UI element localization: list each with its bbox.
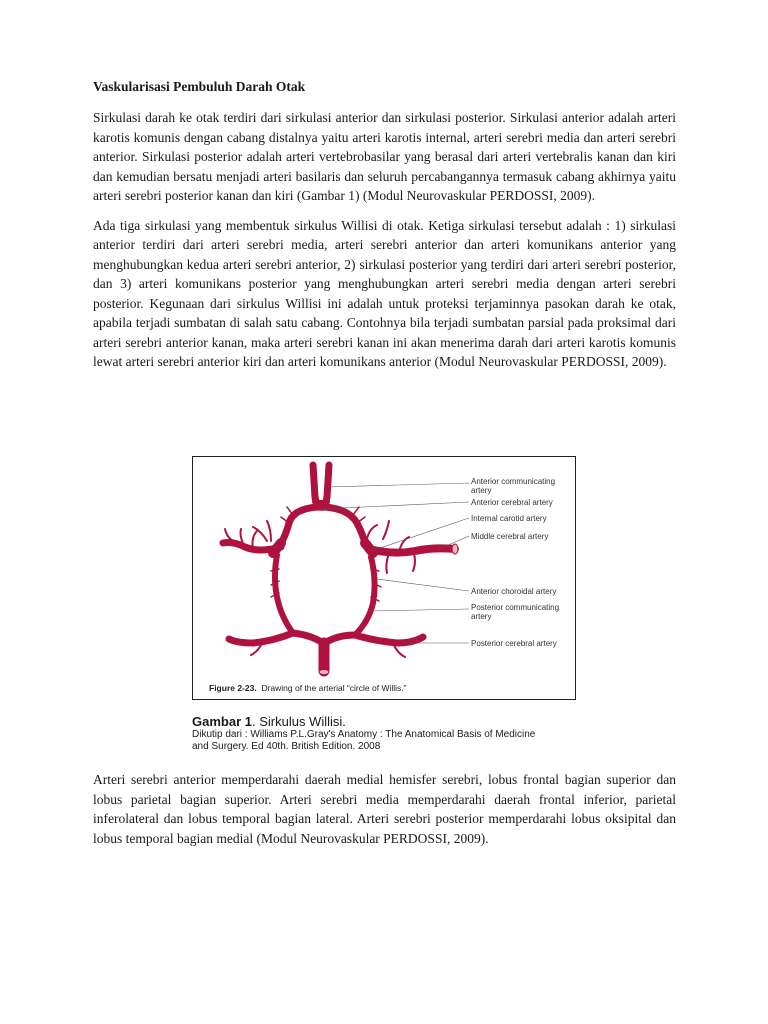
caption-number: Gambar 1 — [192, 714, 252, 729]
figure-inner-caption — [209, 683, 406, 693]
figure-number: Figure 2-23. — [209, 683, 257, 693]
document-body — [93, 78, 676, 382]
paragraph-3: Arteri serebri anterior memperdarahi daerah medial hemisfer serebri, lobus frontal bagian superior dan lobus parietal bagian superior. Arteri serebri media memperdarahi daerah frontal inferior, parietal inferolateral dan lobus temporal bagian lateral. Arteri serebri posterior memperdarahi lobus oksipital dan lobus temporal bagian medial (Modul Neurovaskular PERDOSSI, 2009). — [93, 772, 676, 846]
paragraph-1: Sirkulasi darah ke otak terdiri dari sirkulasi anterior dan sirkulasi posterior. Sirkulasi anterior adalah arteri karotis komunis dengan cabang distalnya yaitu arteri karotis internal, arteri serebri media dan arteri serebri anterior. Sirkulasi posterior adalah arteri vertebrobasilar yang berasal dari arteri vertebralis kanan dan kiri dan kemudian bersatu menjadi arteri basilaris dan seluruh percabangannya termasuk cabang akhirnya yaitu arteri serebri posterior kanan dan kiri (Gambar 1) (Modul Neurovaskular PERDOSSI, 2009). — [93, 110, 676, 203]
label-anterior-communicating-artery: artery — [471, 486, 492, 495]
document-title: Vaskularisasi Pembuluh Darah Otak — [93, 79, 306, 94]
label-anterior-cerebral: Anterior cerebral artery — [471, 498, 553, 507]
label-posterior-cerebral: Posterior cerebral artery — [471, 639, 557, 648]
paragraph-2: Ada tiga sirkulasi yang membentuk sirkulus Willisi di otak. Ketiga sirkulasi tersebut adalah : 1) sirkulasi anterior terdiri dari arteri serebri media, arteri serebri anterior dan arteri komunikans anterior yang menghubungkan kedua arteri serebri anterior, 2) sirkulasi posterior yang terdiri dari arteri serebri posterior, dan 3) arteri komunikans posterior yang menghubungkan arteri serebri media dengan arteri serebri posterior. Kegunaan dari sirkulus Willisi ini adalah untuk proteksi terjaminnya pasokan darah ke otak, apabila terjadi sumbatan di salah satu cabang. Contohnya bila terjadi sumbatan parsial pada proksimal dari arteri serebri anterior kanan, maka arteri serebri kanan ini akan menerima darah dari arteri karotis komunis lewat arteri serebri anterior kiri dan arteri komunikans anterior (Modul Neurovaskular PERDOSSI, 2009). — [93, 217, 676, 369]
circle-of-willis-illustration — [193, 457, 575, 699]
label-posterior-communicating: Posterior communicating — [471, 603, 560, 612]
caption-source-1: Dikutip dari : Williams P.L.Gray's Anatomy : The Anatomical Basis of Medicine — [192, 729, 536, 740]
document-body-continued — [93, 770, 676, 858]
caption-title: . Sirkulus Willisi. — [251, 714, 346, 729]
figure-frame — [192, 456, 576, 700]
label-anterior-choroidal: Anterior choroidal artery — [471, 587, 557, 596]
figure — [192, 456, 576, 753]
label-internal-carotid: Internal carotid artery — [471, 514, 547, 523]
figure-inner-text: Drawing of the arterial “circle of Willis.” — [261, 683, 407, 693]
label-posterior-communicating-artery: artery — [471, 612, 492, 621]
figure-caption — [192, 714, 576, 753]
label-middle-cerebral: Middle cerebral artery — [471, 532, 549, 541]
label-anterior-communicating: Anterior communicating — [471, 477, 556, 486]
caption-source-2: and Surgery. Ed 40th. British Edition. 2008 — [192, 741, 381, 752]
